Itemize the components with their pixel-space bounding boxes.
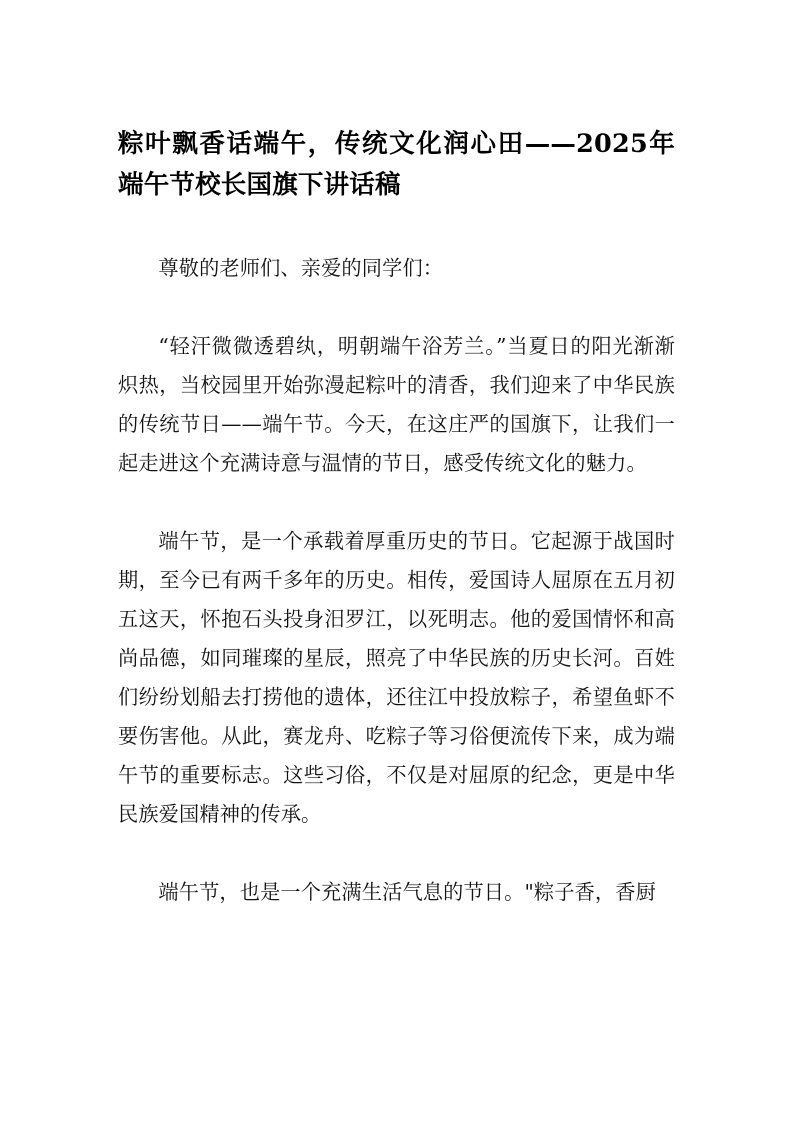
salutation-line: 尊敬的老师们、亲爱的同学们： <box>158 256 444 280</box>
document-body <box>118 249 675 912</box>
body-paragraph-1: “轻汗微微透碧纨，明朝端午浴芳兰。”当夏日的阳光渐渐炽热，当校园里开始弥漫起粽叶的清香，我们迎来了中华民族的传统节日——端午节。今天，在这庄严的国旗下，让我们一起走进这个充满诗意与温情的节日，感受传统文化的魅力。 <box>118 334 675 475</box>
body-paragraph-3: 端午节，也是一个充满生活气息的节日。"粽子香，香厨 <box>158 880 656 904</box>
document-content-column <box>118 0 675 912</box>
document-title: 粽叶飘香话端午，传统文化润心田——2025年端午节校长国旗下讲话稿 <box>118 129 675 200</box>
body-paragraph-2: 端午节，是一个承载着厚重历史的节日。它起源于战国时期，至今已有两千多年的历史。相传，爱国诗人屈原在五月初五这天，怀抱石头投身汨罗江，以死明志。他的爱国情怀和高尚品德，如同璀璨的星辰，照亮了中华民族的历史长河。百姓们纷纷划船去打捞他的遗体，还往江中投放粽子，希望鱼虾不要伤害他。从此，赛龙舟、吃粽子等习俗便流传下来，成为端午节的重要标志。这些习俗，不仅是对屈原的纪念，更是中华民族爱国精神的传承。 <box>118 529 675 826</box>
